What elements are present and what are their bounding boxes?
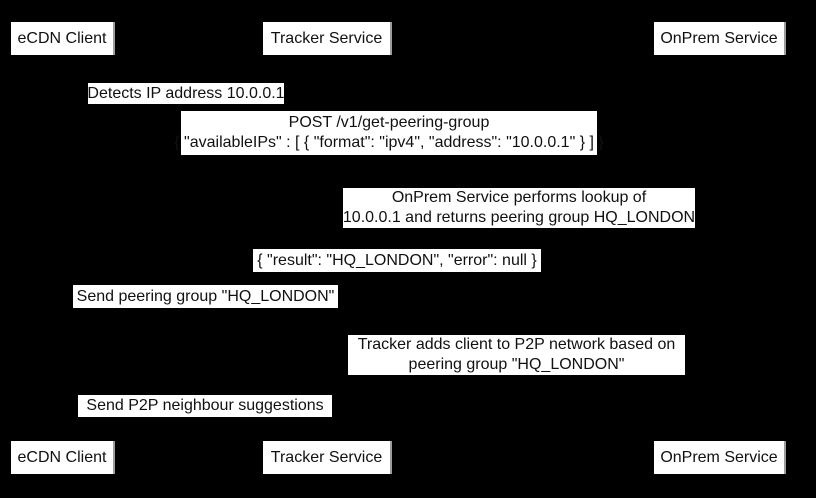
participant-onprem-service-top: OnPrem Service bbox=[654, 22, 786, 55]
note-onprem-lookup bbox=[343, 188, 695, 228]
message-line: POST /v1/get-peering-group bbox=[288, 114, 490, 131]
message-send-peering-group bbox=[73, 285, 338, 308]
lifeline-onprem-service bbox=[720, 55, 721, 441]
message-line: Send P2P neighbour suggestions bbox=[86, 397, 324, 414]
message-line: Tracker adds client to P2P network based on bbox=[357, 336, 676, 353]
message-line: Detects IP address 10.0.0.1 bbox=[87, 84, 285, 102]
participant-ecdn-client-bottom: eCDN Client bbox=[11, 441, 115, 474]
participant-onprem-service-bottom: OnPrem Service bbox=[654, 441, 786, 474]
message-line: 10.0.0.1 and returns peering group HQ_LONDON bbox=[342, 209, 696, 226]
participant-tracker-service-top: Tracker Service bbox=[263, 22, 392, 55]
message-line: { "result": "HQ_LONDON", "error": null } bbox=[257, 251, 537, 269]
message-line: { "availableIPs" : [ { "format": "ipv4", "address": "10.0.0.1" } ] } bbox=[174, 134, 604, 151]
note-tracker-adds-client bbox=[348, 335, 685, 375]
message-result-json bbox=[253, 249, 541, 272]
message-send-p2p-suggestions bbox=[78, 395, 332, 417]
lifeline-ecdn-client bbox=[63, 55, 64, 441]
message-post-get-peering-group bbox=[174, 111, 604, 155]
message-line: OnPrem Service performs lookup of bbox=[391, 189, 647, 206]
message-detects-ip bbox=[88, 83, 284, 104]
message-line: Send peering group "HQ_LONDON" bbox=[76, 287, 335, 305]
participant-tracker-service-bottom: Tracker Service bbox=[263, 441, 392, 474]
message-line: peering group "HQ_LONDON" bbox=[408, 356, 625, 373]
participant-ecdn-client-top: eCDN Client bbox=[11, 22, 115, 55]
